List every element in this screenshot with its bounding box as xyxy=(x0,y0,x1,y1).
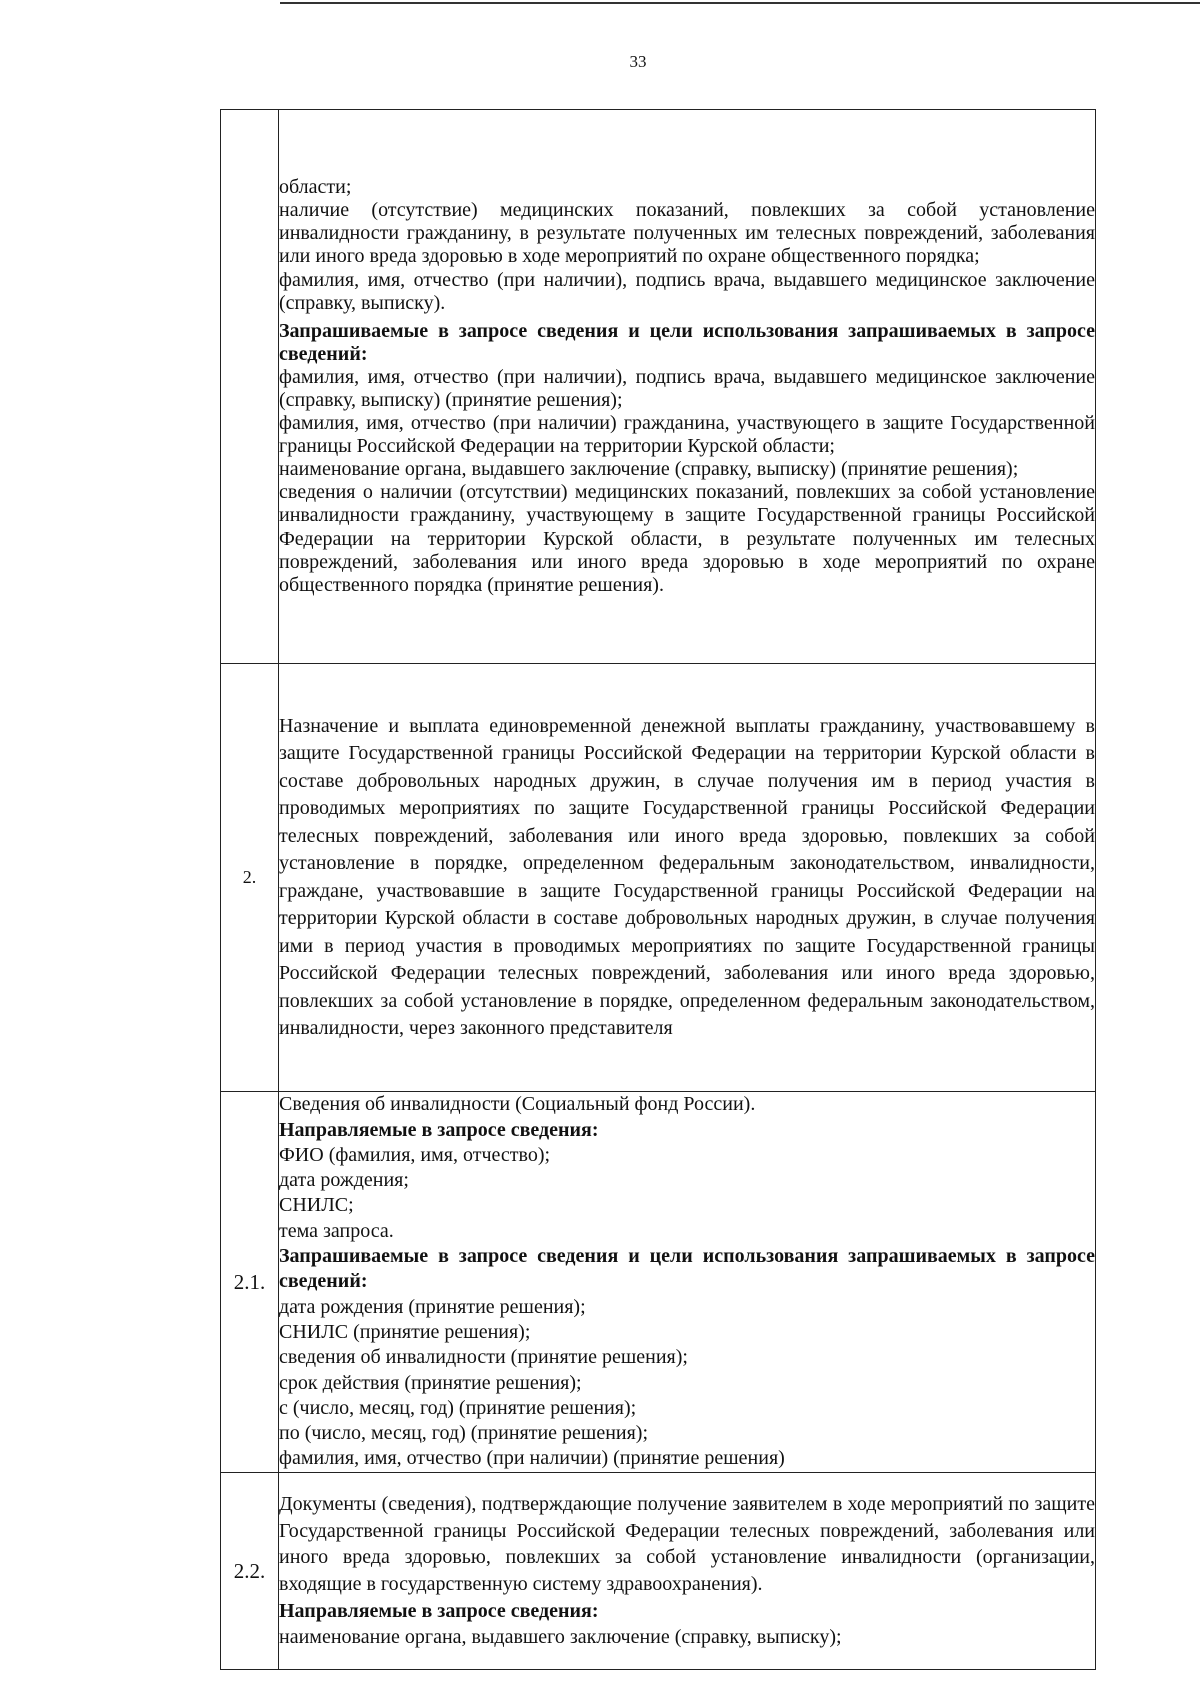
paragraph: сведения об инвалидности (принятие решения); xyxy=(279,1346,688,1369)
paragraph: области; xyxy=(279,176,352,199)
paragraph: СНИЛС; xyxy=(279,1194,354,1217)
table-row xyxy=(221,110,1096,664)
paragraph: по (число, месяц, год) (принятие решения); xyxy=(279,1422,649,1445)
paragraph: тема запроса. xyxy=(279,1219,394,1242)
paragraph: сведения о наличии (отсутствии) медицинских показаний, повлекших за собой установление инвалидности гражданину, участвующему в защите Государственной границы Российской Федерации на территории Курской области, в результате полученных им телесных повреждений, заболевания или иного вреда здоровью в ходе мероприятий по охране общественного порядка (принятие решения). xyxy=(279,481,1095,596)
section-heading: Запрашиваемые в запросе сведения и цели использования запрашиваемых в запросе сведений: xyxy=(279,319,1095,365)
section-heading: Запрашиваемые в запросе сведения и цели использования запрашиваемых в запросе сведений: xyxy=(279,1245,1095,1293)
table-row xyxy=(221,664,1096,1092)
table-row xyxy=(221,1092,1096,1473)
section-heading: Направляемые в запросе сведения: xyxy=(279,1599,599,1622)
paragraph: СНИЛС (принятие решения); xyxy=(279,1320,531,1343)
paragraph: ФИО (фамилия, имя, отчество); xyxy=(279,1143,551,1166)
paragraph: дата рождения (принятие решения); xyxy=(279,1295,586,1318)
row-number: 2.1. xyxy=(221,1092,279,1473)
paragraph: фамилия, имя, отчество (при наличии), подпись врача, выдавшего медицинское заключение (справку, выписку). xyxy=(279,268,1095,314)
paragraph: Назначение и выплата единовременной денежной выплаты гражданину, участвовавшему в защите Государственной границы Российской Федерации на территории Курской области в составе добровольных народных дружин, в случае получения им в период участия в проводимых мероприятиях по защите Государственной границы Российской Федерации телесных повреждений, заболевания или иного вреда здоровью, повлекших за собой установление в порядке, определенном федеральным законодательством, инвалидности, граждане, участвовавшие в защите Государственной границы Российской Федерации на территории Курской области в составе добровольных народных дружин, в случае получения ими в период участия в проводимых мероприятиях по защите Государственной границы Российской Федерации телесных повреждений, заболевания или иного вреда здоровью, повлекших за собой установление в порядке, определенном федеральным законодательством, инвалидности, через законного представителя xyxy=(279,714,1095,1039)
paragraph: Сведения об инвалидности (Социальный фонд России). xyxy=(279,1093,756,1116)
table-row xyxy=(221,1473,1096,1670)
paragraph: срок действия (принятие решения); xyxy=(279,1371,582,1394)
row-content xyxy=(279,1473,1096,1670)
top-rule xyxy=(280,2,1200,4)
paragraph: с (число, месяц, год) (принятие решения); xyxy=(279,1396,637,1419)
paragraph: фамилия, имя, отчество (при наличии), подпись врача, выдавшего медицинское заключение (справку, выписку) (принятие решения); xyxy=(279,365,1095,411)
paragraph: наименование органа, выдавшего заключение (справку, выписку) (принятие решения); xyxy=(279,458,1019,481)
row-content xyxy=(279,664,1096,1092)
paragraph: Документы (сведения), подтверждающие получение заявителем в ходе мероприятий по защите Государственной границы Российской Федерации телесных повреждений, заболевания или иного вреда здоровью, повлекших за собой установление инвалидности (организации, входящие в государственную систему здравоохранения). xyxy=(279,1492,1095,1595)
row-number: 2.2. xyxy=(221,1473,279,1670)
document-table xyxy=(220,109,1096,1670)
section-heading: Направляемые в запросе сведения: xyxy=(279,1118,599,1141)
page-number: 33 xyxy=(629,52,647,71)
paragraph: фамилия, имя, отчество (при наличии) гражданина, участвующего в защите Государственной границы Российской Федерации на территории Курской области; xyxy=(279,412,1095,458)
row-content xyxy=(279,110,1096,664)
paragraph: наименование органа, выдавшего заключение (справку, выписку); xyxy=(279,1626,842,1649)
row-number xyxy=(221,110,279,664)
paragraph: фамилия, имя, отчество (при наличии) (принятие решения) xyxy=(279,1447,785,1470)
row-number: 2. xyxy=(221,664,279,1092)
paragraph: дата рождения; xyxy=(279,1169,409,1192)
paragraph: наличие (отсутствие) медицинских показаний, повлекших за собой установление инвалидности гражданину, в результате полученных им телесных повреждений, заболевания или иного вреда здоровью в ходе мероприятий по охране общественного порядка; xyxy=(279,199,1095,268)
row-content xyxy=(279,1092,1096,1473)
